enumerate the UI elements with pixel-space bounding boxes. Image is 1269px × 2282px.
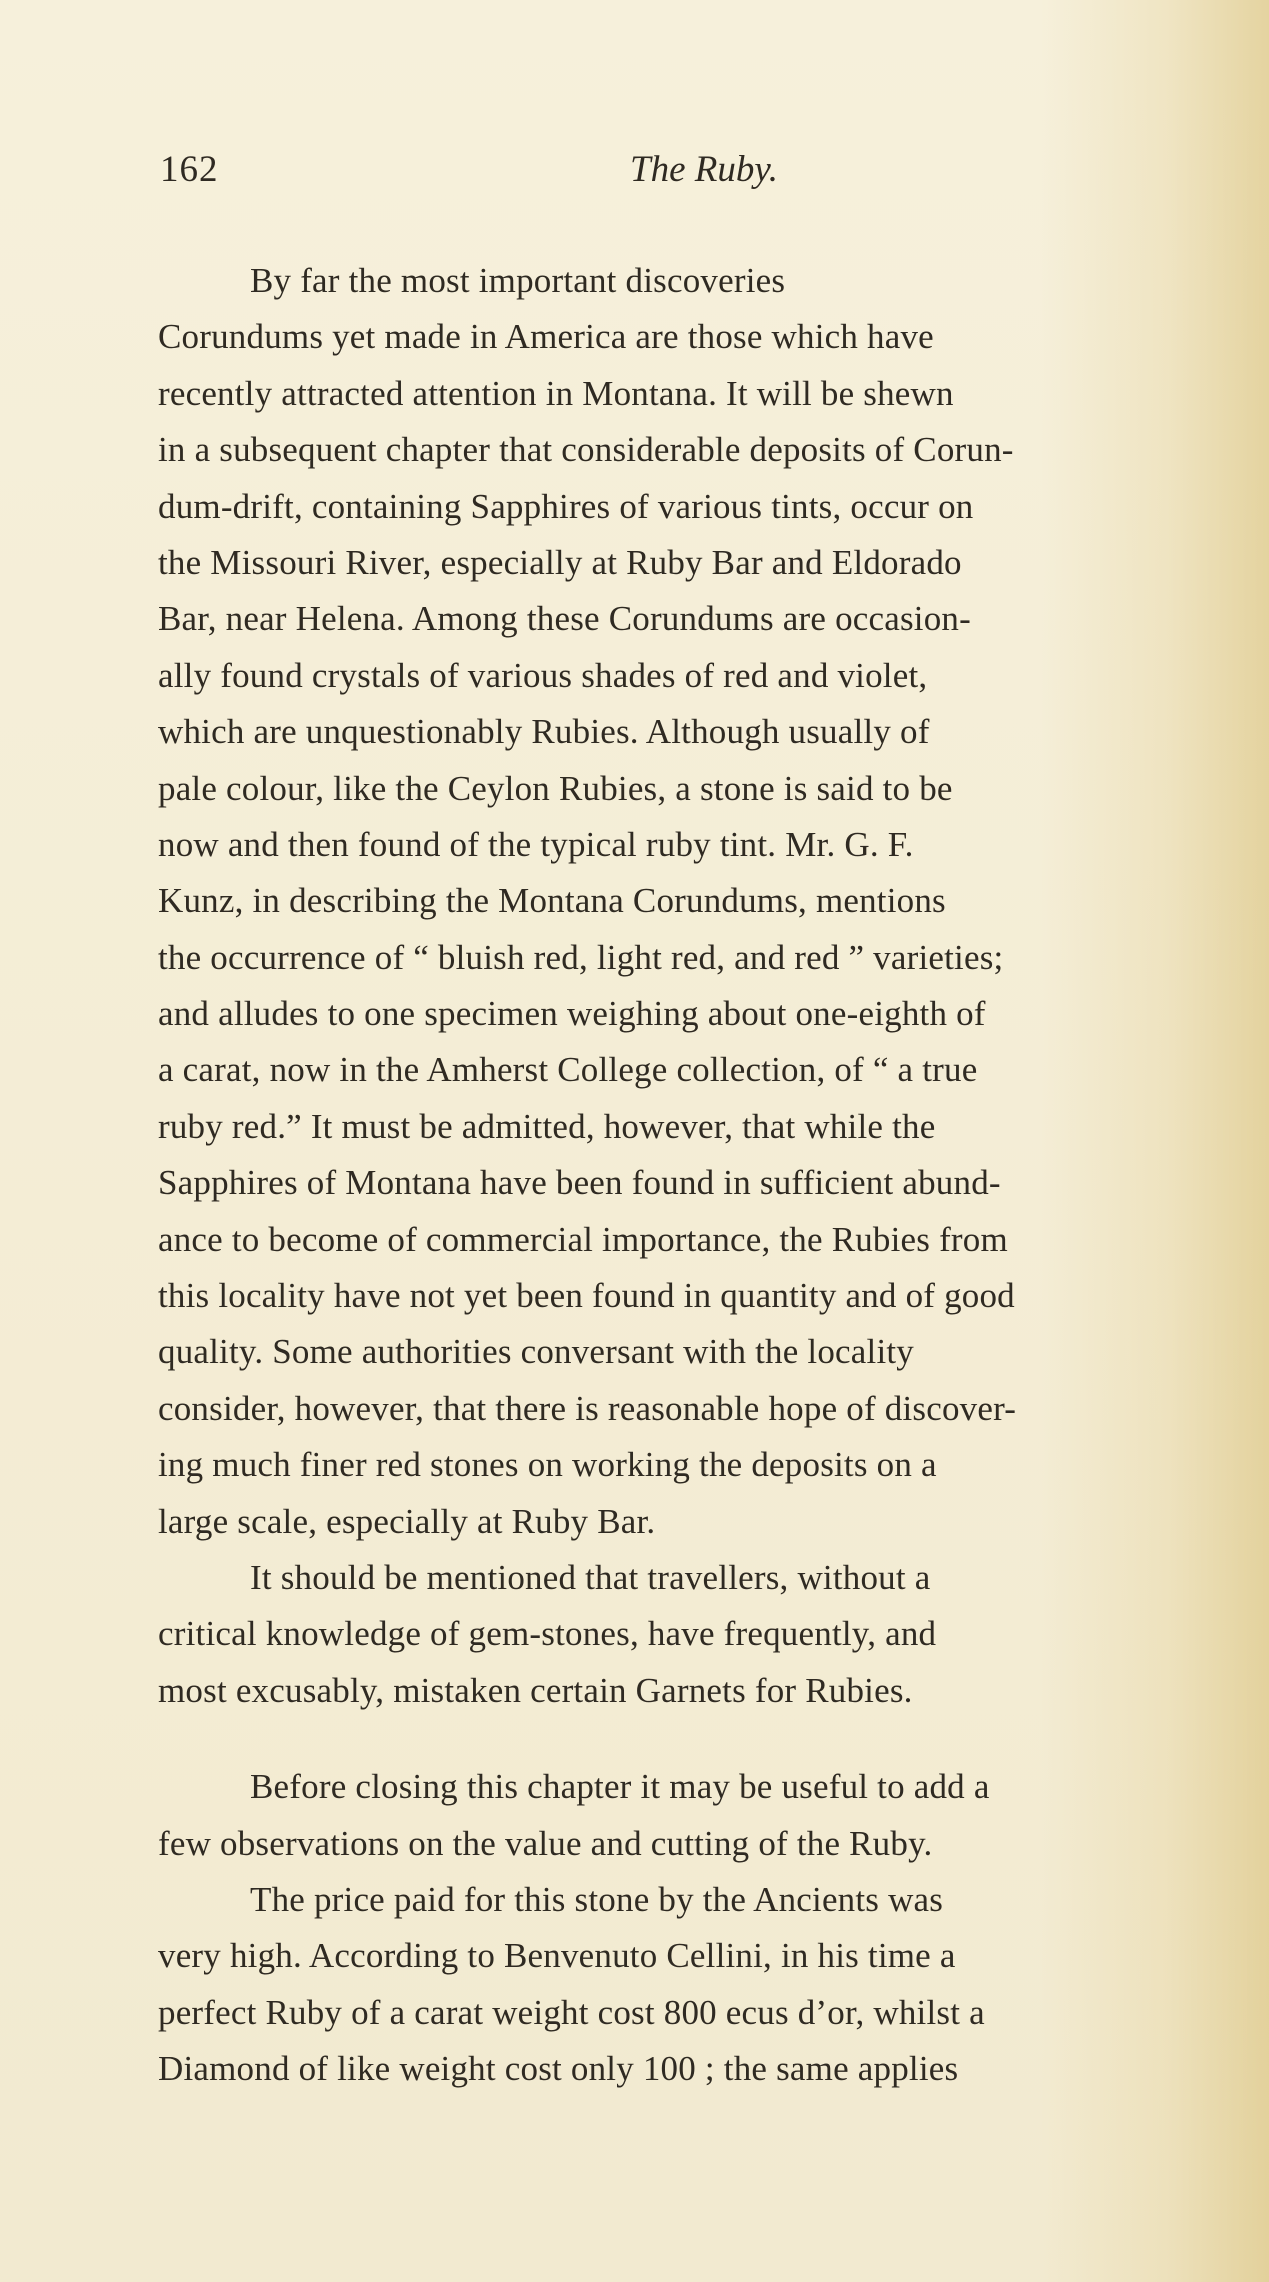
text-line: perfect Ruby of a carat weight cost 800 ecus d’or, whilst a (158, 1992, 985, 2032)
text-line: It should be mentioned that travellers, without a (250, 1557, 931, 1597)
text-line: the occurrence of “ bluish red, light red, and red ” varieties; (158, 937, 1004, 977)
text-line: Before closing this chapter it may be useful to add a (250, 1767, 990, 1807)
text-line: very high. According to Benvenuto Cellini, in his time a (158, 1936, 956, 1976)
text-line: Bar, near Helena. Among these Corundums are occasion- (158, 599, 971, 639)
section-gap (158, 1719, 1240, 1759)
page-number: 162 (160, 149, 219, 190)
text-line: ruby red.” It must be admitted, however, that while the (158, 1106, 936, 1146)
text-line: The price paid for this stone by the Ancients was (250, 1879, 944, 1919)
text-line: most excusably, mistaken certain Garnets for Rubies. (158, 1670, 913, 1710)
text-line: few observations on the value and cutting of the Ruby. (158, 1823, 933, 1863)
text-line: in a subsequent chapter that considerable deposits of Corun- (158, 430, 1014, 470)
text-line: Corundums yet made in America are those which have (158, 317, 934, 357)
text-line: ally found crystals of various shades of red and violet, (158, 655, 928, 695)
text-line: large scale, especially at Ruby Bar. (158, 1501, 656, 1541)
text-line: ing much finer red stones on working the deposits on a (158, 1445, 937, 1485)
text-line: dum-drift, containing Sapphires of various tints, occur on (158, 486, 974, 526)
text-line: this locality have not yet been found in quantity and of good (158, 1276, 1015, 1316)
body-text (158, 253, 1240, 2098)
text-line: now and then found of the typical ruby tint. Mr. G. F. (158, 824, 914, 864)
text-line: the Missouri River, especially at Ruby Bar and Eldorado (158, 542, 962, 582)
text-line: Kunz, in describing the Montana Corundums, mentions (158, 881, 946, 921)
running-title: The Ruby. (630, 149, 778, 190)
text-line: By far the most important discoveries (250, 261, 786, 300)
text-line: ance to become of commercial importance, the Rubies from (158, 1219, 1008, 1259)
text-line: critical knowledge of gem-stones, have frequently, and (158, 1614, 937, 1654)
page-header (160, 148, 1160, 198)
text-line: Diamond of like weight cost only 100 ; the same applies (158, 2049, 959, 2089)
text-line: recently attracted attention in Montana. It will be shewn (158, 373, 954, 413)
text-line: pale colour, like the Ceylon Rubies, a stone is said to be (158, 768, 953, 808)
text-line: Sapphires of Montana have been found in sufficient abund- (158, 1163, 1001, 1203)
text-line: a carat, now in the Amherst College collection, of “ a true (158, 1050, 978, 1090)
text-line: quality. Some authorities conversant with the locality (158, 1332, 915, 1372)
text-line: consider, however, that there is reasonable hope of discover- (158, 1388, 1017, 1428)
text-line: and alludes to one specimen weighing about one-eighth of (158, 994, 986, 1034)
text-line: which are unquestionably Rubies. Although usually of (158, 712, 930, 752)
